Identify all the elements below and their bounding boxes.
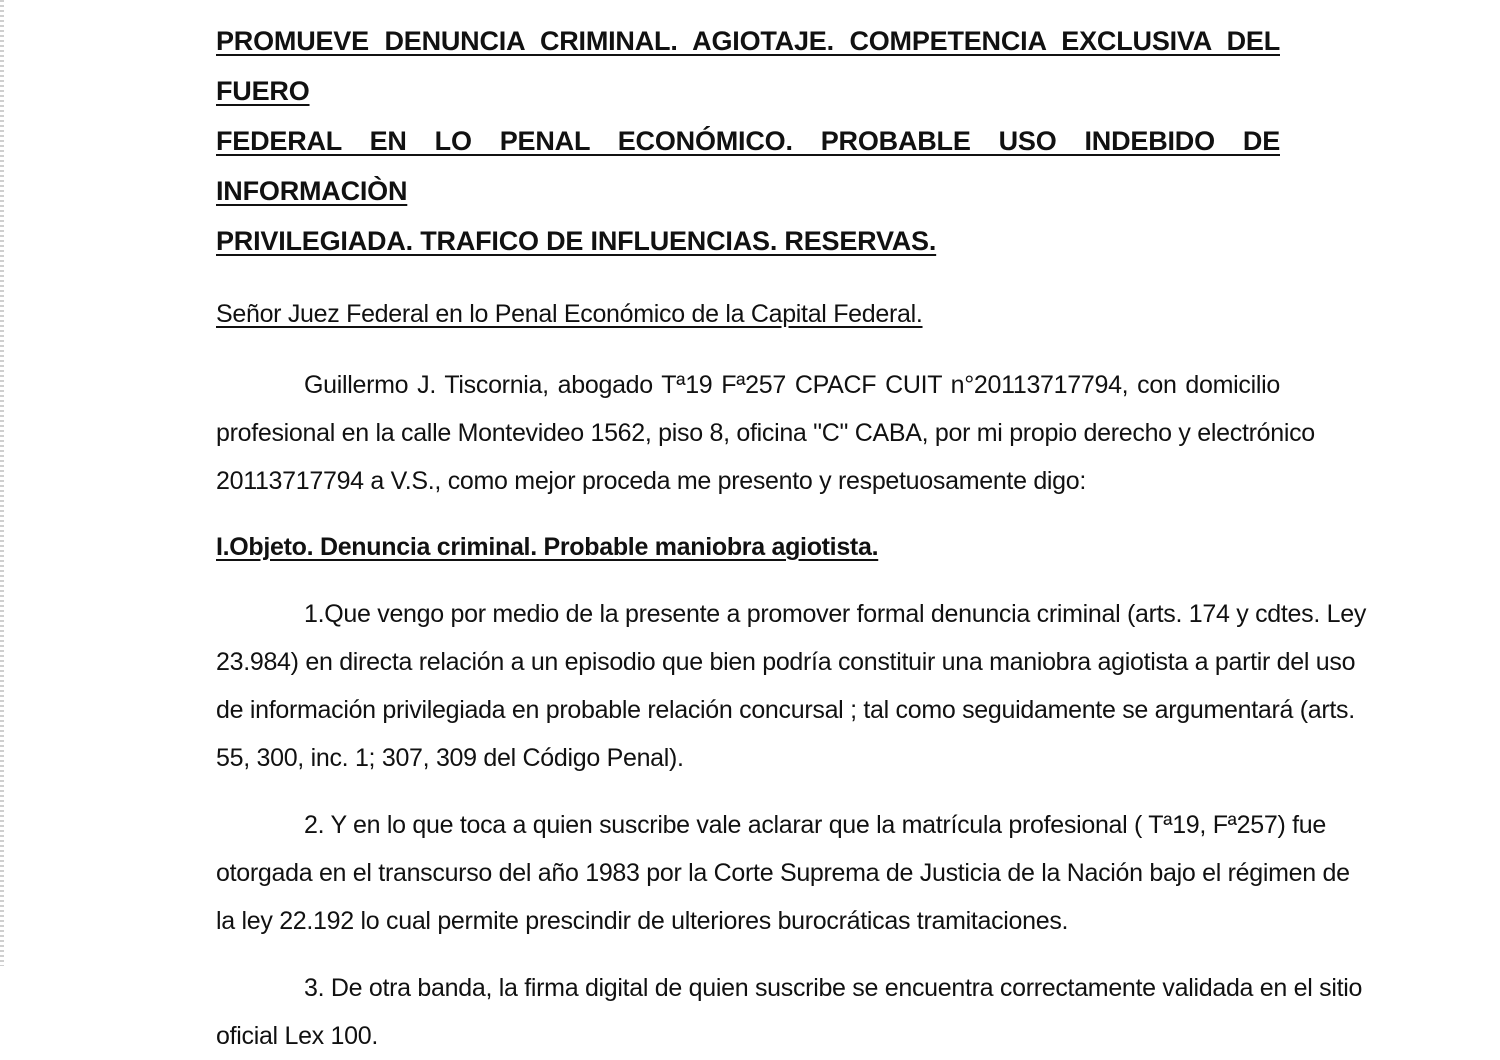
section-title: I.Objeto. Denuncia criminal. Probable maniobra agiotista.	[216, 533, 879, 561]
heading-line-text: PROMUEVE DENUNCIA CRIMINAL. AGIOTAJE. COMPETENCIA EXCLUSIVA DEL FUERO	[216, 26, 1280, 106]
paragraph-line: de información privilegiada en probable relación concursal ; tal como seguidamente se argumentará (arts.	[216, 696, 1355, 724]
paragraph-line: 2. Y en lo que toca a quien suscribe vale aclarar que la matrícula profesional ( Tª19, Fª257) fue	[304, 811, 1326, 839]
paragraph-line: 20113717794 a V.S., como mejor proceda me presento y respetuosamente digo:	[216, 467, 1087, 495]
document-heading	[216, 16, 1280, 266]
scan-edge	[0, 0, 4, 966]
document-page	[216, 0, 1367, 1060]
paragraph-line: 1.Que vengo por medio de la presente a promover formal denuncia criminal (arts. 174 y cdtes. Ley	[304, 600, 1367, 628]
heading-line	[216, 216, 1280, 266]
intro-paragraph	[216, 361, 1315, 505]
paragraph-line: profesional en la calle Montevideo 1562, piso 8, oficina "C" CABA, por mi propio derecho y electrónico	[216, 419, 1315, 447]
paragraph-line: 23.984) en directa relación a un episodio que bien podría constituir una maniobra agiotista a partir del uso	[216, 648, 1356, 676]
paragraph-line: Guillermo J. Tiscornia, abogado Tª19 Fª257 CPACF CUIT n°20113717794, con domicilio	[304, 371, 1280, 399]
paragraph-line: la ley 22.192 lo cual permite prescindir de ulteriores burocráticas tramitaciones.	[216, 907, 1069, 935]
item-2-paragraph	[216, 801, 1350, 945]
heading-line	[216, 116, 1280, 216]
addressee: Señor Juez Federal en lo Penal Económico de la Capital Federal.	[216, 300, 923, 328]
paragraph-line: oficial Lex 100.	[216, 1022, 378, 1050]
paragraph-line: otorgada en el transcurso del año 1983 por la Corte Suprema de Justicia de la Nación bajo el régimen de	[216, 859, 1350, 887]
heading-line-text: PRIVILEGIADA. TRAFICO DE INFLUENCIAS. RESERVAS.	[216, 226, 937, 256]
item-3-paragraph	[216, 964, 1363, 1060]
item-1-paragraph	[216, 590, 1367, 782]
paragraph-line: 55, 300, inc. 1; 307, 309 del Código Penal).	[216, 744, 684, 772]
heading-line-text: FEDERAL EN LO PENAL ECONÓMICO. PROBABLE USO INDEBIDO DE INFORMACIÒN	[216, 126, 1280, 206]
paragraph-line: 3. De otra banda, la firma digital de quien suscribe se encuentra correctamente validada en el sitio	[304, 974, 1363, 1002]
heading-line	[216, 16, 1280, 116]
